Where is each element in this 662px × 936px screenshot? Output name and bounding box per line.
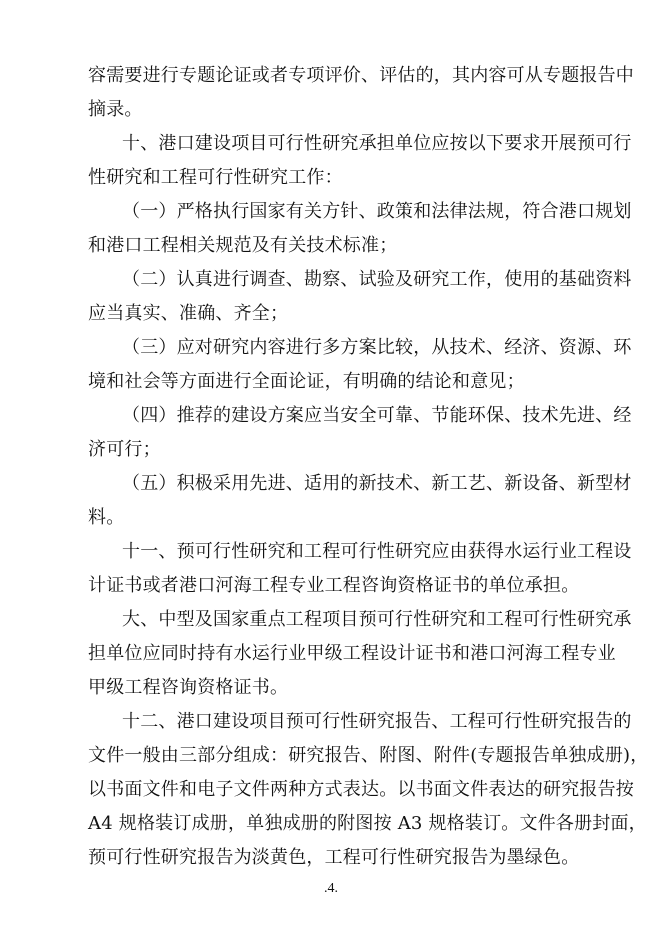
text-line: （二）认真进行调查、勘察、试验及研究工作，使用的基础资料 xyxy=(122,269,632,290)
text-line: 担单位应同时持有水运行业甲级工程设计证书和港口河海工程专业 xyxy=(88,643,616,664)
text-line: （五）积极采用先进、适用的新技术、新工艺、新设备、新型材 xyxy=(122,473,632,494)
text-line: 境和社会等方面进行全面论证，有明确的结论和意见； xyxy=(88,371,525,392)
text-line: 以书面文件和电子文件两种方式表达。以书面文件表达的研究报告按 xyxy=(88,779,634,800)
text-line: 济可行； xyxy=(88,439,161,460)
text-line: 计证书或者港口河海工程专业工程咨询资格证书的单位承担。 xyxy=(88,575,580,596)
text-line: 应当真实、准确、齐全； xyxy=(88,303,289,324)
text-line: （三）应对研究内容进行多方案比较，从技术、经济、资源、环 xyxy=(122,337,632,358)
text-line: 容需要进行专题论证或者专项评价、评估的，其内容可从专题报告中 xyxy=(88,65,634,86)
text-line: 料。 xyxy=(88,507,125,528)
text-line: 摘录。 xyxy=(88,99,143,120)
text-line: 预可行性研究报告为淡黄色，工程可行性研究报告为墨绿色。 xyxy=(88,847,580,868)
page-number: .4. xyxy=(324,881,338,896)
text-line: 十、港口建设项目可行性研究承担单位应按以下要求开展预可行 xyxy=(122,133,632,154)
text-line: 和港口工程相关规范及有关技术标准； xyxy=(88,235,398,256)
text-line: 十一、预可行性研究和工程可行性研究应由获得水运行业工程设 xyxy=(122,541,632,562)
text-line: 文件一般由三部分组成：研究报告、附图、附件(专题报告单独成册)， xyxy=(88,745,649,766)
text-line: A4 规格装订成册，单独成册的附图按 A3 规格装订。文件各册封面， xyxy=(88,813,647,834)
text-line: 甲级工程咨询资格证书。 xyxy=(88,677,289,698)
text-line: 性研究和工程可行性研究工作： xyxy=(88,167,343,188)
text-line: 十二、港口建设项目预可行性研究报告、工程可行性研究报告的 xyxy=(122,711,632,732)
text-line: （一）严格执行国家有关方针、政策和法律法规，符合港口规划 xyxy=(122,201,632,222)
text-line: 大、中型及国家重点工程项目预可行性研究和工程可行性研究承 xyxy=(122,609,632,630)
text-line: （四）推荐的建设方案应当安全可靠、节能环保、技术先进、经 xyxy=(122,405,632,426)
